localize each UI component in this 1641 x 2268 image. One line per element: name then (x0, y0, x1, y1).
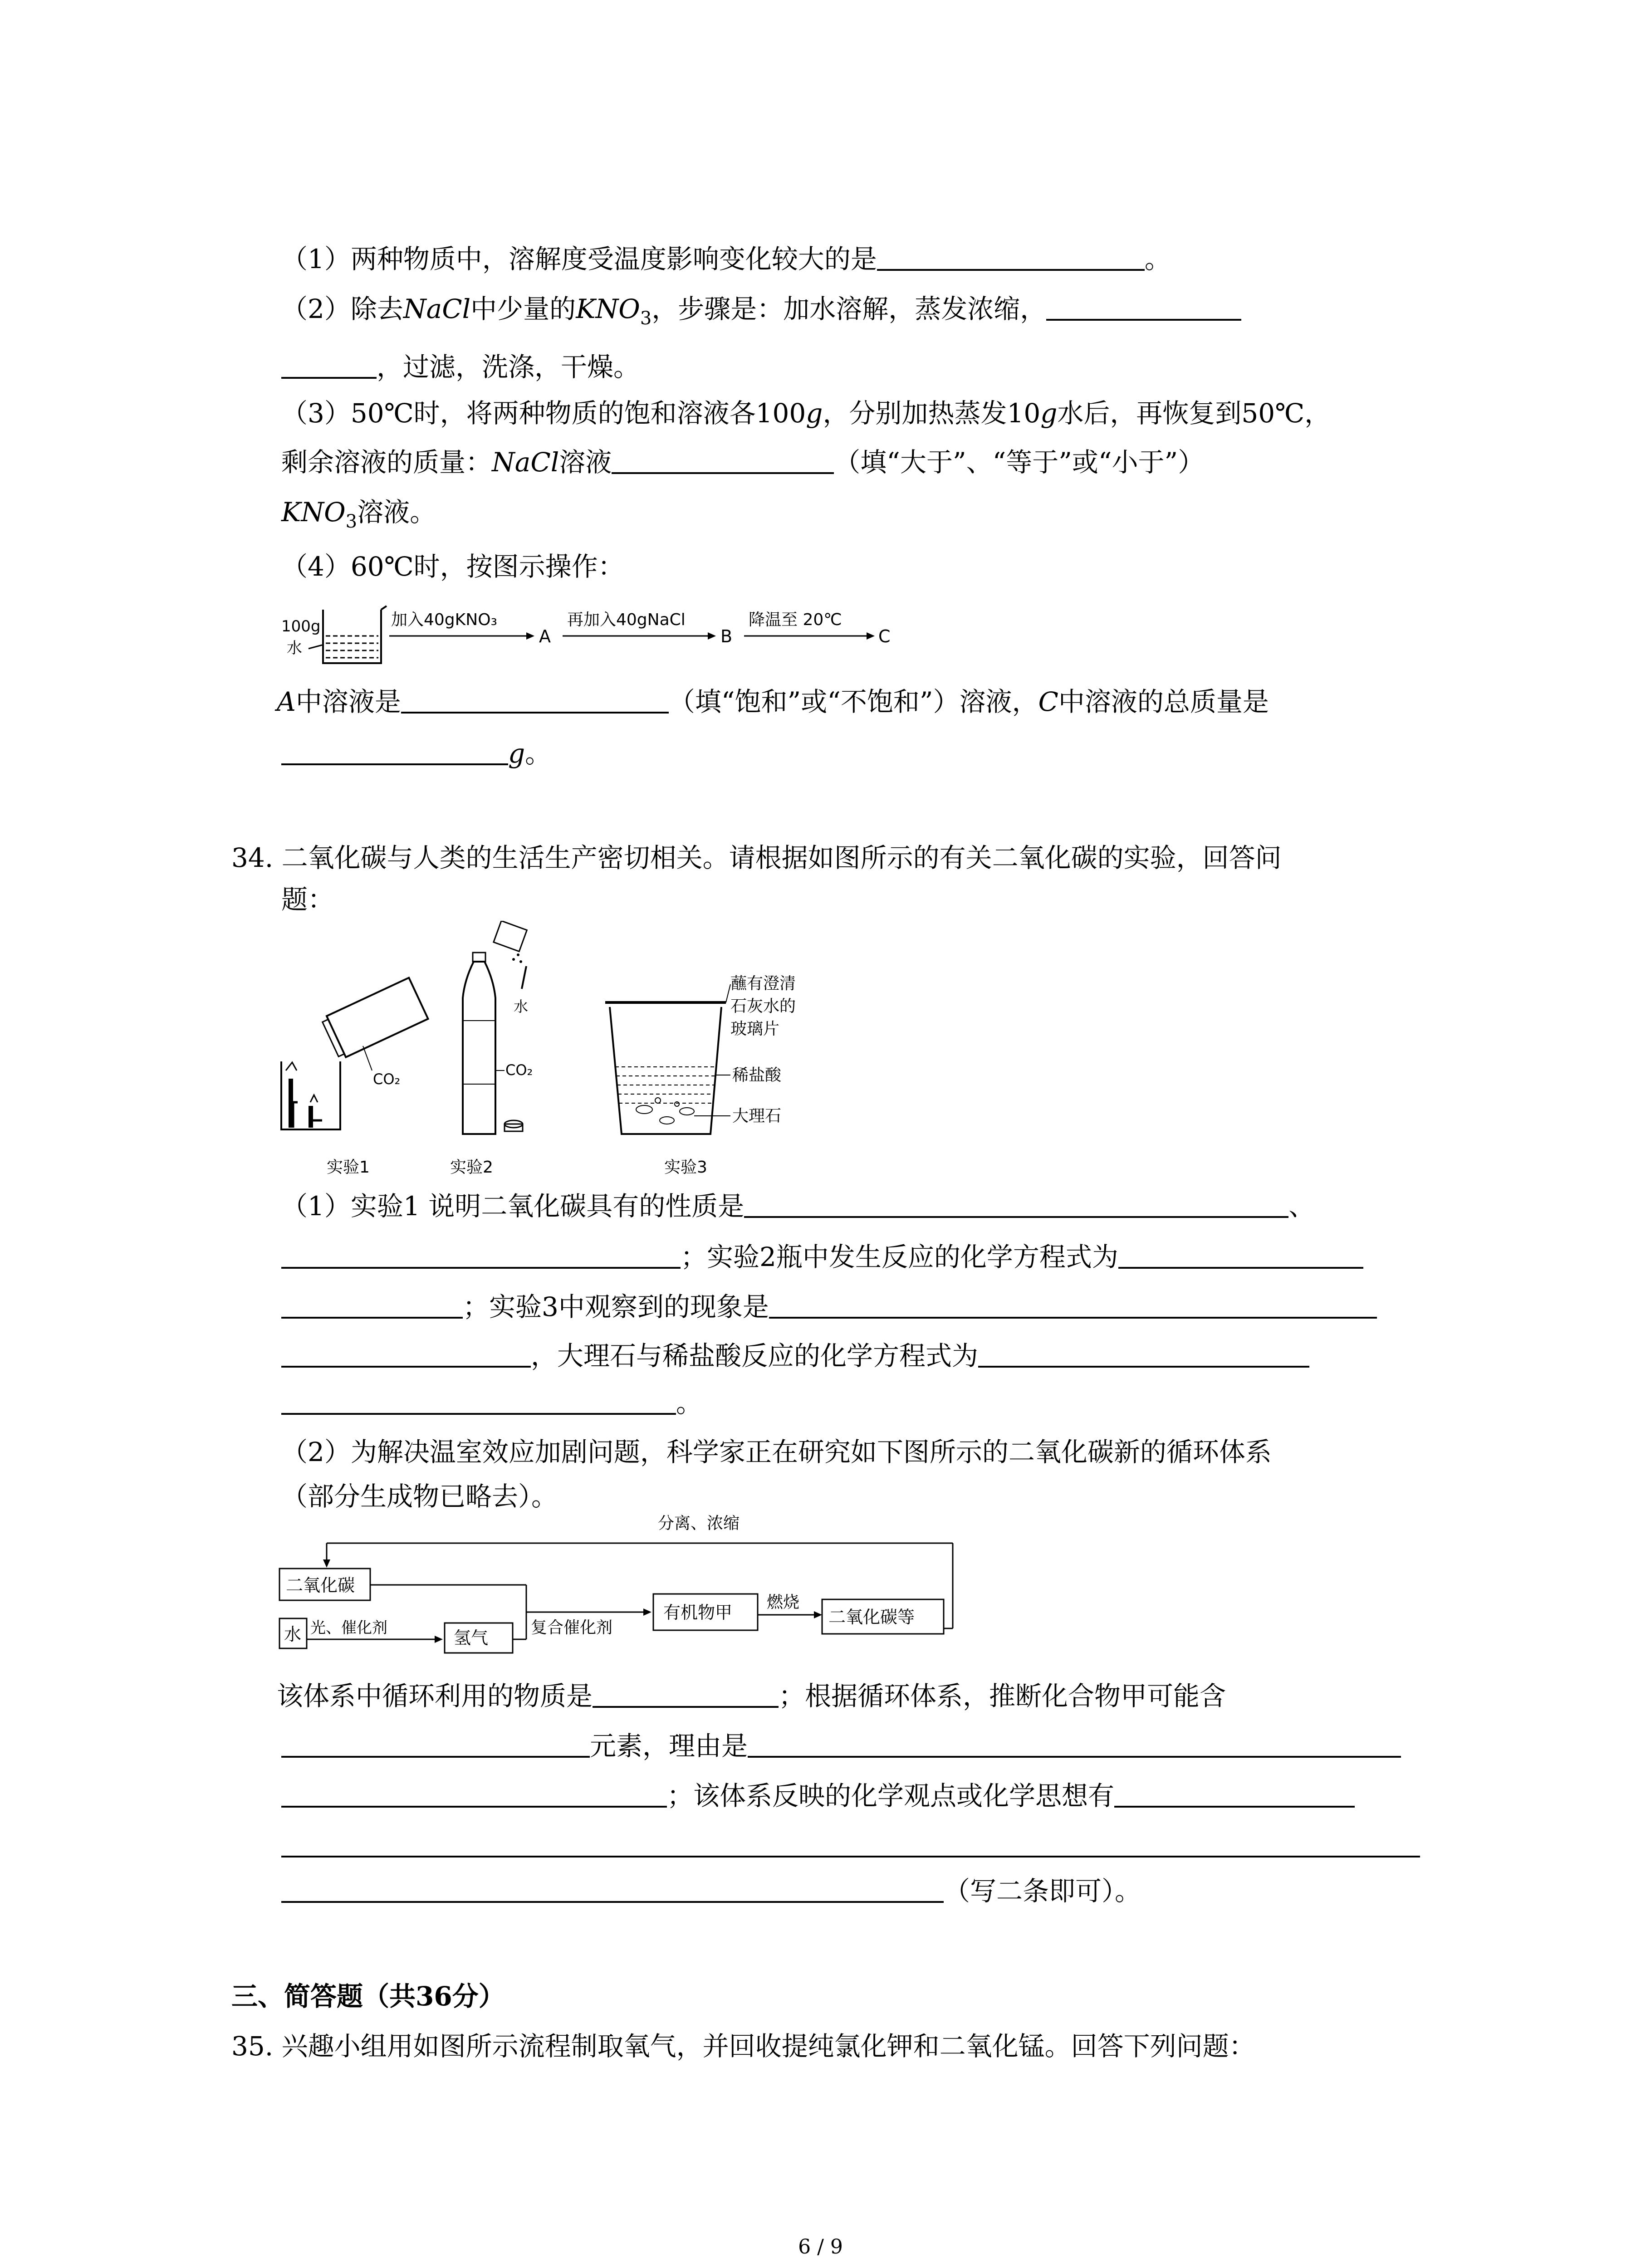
answer-blank[interactable] (281, 1876, 944, 1903)
answer-blank[interactable] (401, 686, 669, 714)
water-mass-label: 100g (281, 617, 321, 635)
q34-part1-line2: ；实验2瓶中发生反应的化学方程式为 (281, 1239, 1363, 1275)
answer-blank[interactable] (281, 1242, 681, 1269)
experiment3-label: 实验3 (664, 1158, 707, 1177)
water-label: 水 (287, 639, 302, 657)
answer-blank[interactable] (281, 1291, 463, 1319)
separation-label: 分离、浓缩 (658, 1514, 740, 1533)
experiment1-apparatus (281, 978, 428, 1129)
co2-label-2: CO₂ (505, 1061, 533, 1079)
q34-part1-line1: （1）实验1 说明二氧化碳具有的性质是 、 (281, 1191, 1315, 1222)
q34-experiments-figure (272, 921, 862, 1193)
q33-part3-line2: 剩余溶液的质量：NaCl溶液 （填“大于”、“等于”或“小于”） (281, 447, 1205, 478)
q33-part3-line3: $KNO_3$溶液。 (281, 497, 436, 532)
q33-part2: （2）除去NaCl中少量的$KNO_3$，步骤是：加水溶解，蒸发浓缩， (281, 291, 1241, 336)
experiment2-bottle (463, 921, 533, 1134)
answer-blank[interactable] (1114, 1780, 1355, 1808)
answer-blank[interactable] (978, 1340, 1309, 1368)
co2-cycle-diagram (272, 1510, 971, 1656)
co2-label-1: CO₂ (373, 1070, 401, 1088)
water-label-2: 水 (514, 998, 529, 1015)
answer-blank[interactable] (612, 447, 834, 474)
solution-c-label: C (878, 626, 891, 646)
hcl-label: 稀盐酸 (732, 1066, 782, 1085)
answer-blank[interactable] (744, 1191, 1288, 1218)
section-heading: 三、简答题（共36分） (231, 1981, 505, 2012)
light-catalyst-label: 光、催化剂 (310, 1619, 387, 1637)
organic-compound-label: 有机物甲 (663, 1603, 733, 1623)
q33-part3-line1: （3）50℃时，将两种物质的饱和溶液各100g，分别加热蒸发10g水后，再恢复到50℃， (281, 398, 1331, 429)
q34-stem: 34. 二氧化碳与人类的生活生产密切相关。请根据如图所示的有关二氧化碳的实验，回答问 (231, 842, 1282, 873)
step3-label: 降温至 20℃ (749, 611, 842, 629)
q33-part4: （4）60℃时，按图示操作： (281, 551, 624, 582)
answer-blank[interactable] (281, 1340, 531, 1368)
answer-blank[interactable] (281, 1780, 667, 1808)
hydrogen-box-label: 氢气 (454, 1628, 489, 1648)
answer-blank[interactable] (281, 1830, 1420, 1857)
q34-part1-line5: 。 (281, 1385, 702, 1421)
page-number: 6 / 9 (798, 2235, 843, 2258)
beaker-icon (323, 606, 387, 663)
q34-part2-line2: （部分生成物已略去）。 (281, 1481, 558, 1512)
water-box-label: 水 (284, 1624, 302, 1644)
q33-operation-figure (272, 603, 907, 667)
answer-blank[interactable] (281, 738, 508, 765)
composite-catalyst-label: 复合催化剂 (531, 1618, 613, 1637)
q33-part2-cont: ，过滤，洗涤，干燥。 (281, 349, 640, 385)
answer-blank[interactable] (1118, 1242, 1363, 1269)
marble-label: 大理石 (732, 1107, 782, 1125)
answer-blank[interactable] (1046, 293, 1241, 321)
answer-blank[interactable] (593, 1681, 779, 1708)
q35-stem: 35. 兴趣小组用如图所示流程制取氧气，并回收提纯氯化钾和二氧化锰。回答下列问题： (231, 2031, 1255, 2062)
glass-label-3: 玻璃片 (730, 1020, 780, 1038)
answer-blank[interactable] (748, 1730, 1401, 1758)
q34-part2-answer-line5: （写二条即可）。 (281, 1873, 1141, 1909)
experiment3-cup (605, 974, 796, 1134)
co2-box-label: 二氧化碳 (286, 1575, 355, 1595)
q34-part2-answer-line4 (281, 1828, 1420, 1863)
q33-part4-answer-cont: g。 (281, 736, 551, 771)
answer-blank[interactable] (769, 1291, 1377, 1319)
step2-label: 再加入40gNaCl (567, 611, 686, 629)
q33-part1: （1）两种物质中，溶解度受温度影响变化较大的是 。 (281, 244, 1171, 274)
step1-label: 加入40gKNO₃ (391, 611, 497, 629)
q34-part2-answer-line2: 元素，理由是 (281, 1728, 1401, 1764)
answer-blank[interactable] (281, 1730, 590, 1758)
answer-blank[interactable] (281, 1388, 676, 1415)
burn-label: 燃烧 (767, 1593, 800, 1612)
q34-stem-cont: 题： (281, 884, 334, 915)
q34-part2-answer-line3: ；该体系反映的化学观点或化学思想有 (281, 1778, 1355, 1813)
q34-part2-answer-line1: 该体系中循环利用的物质是 ；根据循环体系，推断化合物甲可能含 (277, 1681, 1226, 1711)
solution-a-label: A (539, 626, 551, 646)
glass-label-2: 石灰水的 (730, 997, 796, 1016)
q34-part1-line3: ；实验3中观察到的现象是 (281, 1289, 1377, 1325)
co2-etc-label: 二氧化碳等 (828, 1607, 915, 1627)
solution-b-label: B (720, 626, 733, 646)
q34-part2-line1: （2）为解决温室效应加剧问题，科学家正在研究如下图所示的二氧化碳新的循环体系 (281, 1437, 1272, 1467)
glass-label-1: 蘸有澄清 (730, 974, 796, 993)
answer-blank[interactable] (281, 352, 377, 379)
answer-blank[interactable] (877, 244, 1145, 271)
experiment2-label: 实验2 (450, 1158, 493, 1177)
q33-part4-answer: A中溶液是 （填“饱和”或“不饱和”）溶液，C中溶液的总质量是 (277, 686, 1269, 717)
q34-part1-line4: ，大理石与稀盐酸反应的化学方程式为 (281, 1338, 1309, 1374)
experiment1-label: 实验1 (327, 1158, 370, 1177)
